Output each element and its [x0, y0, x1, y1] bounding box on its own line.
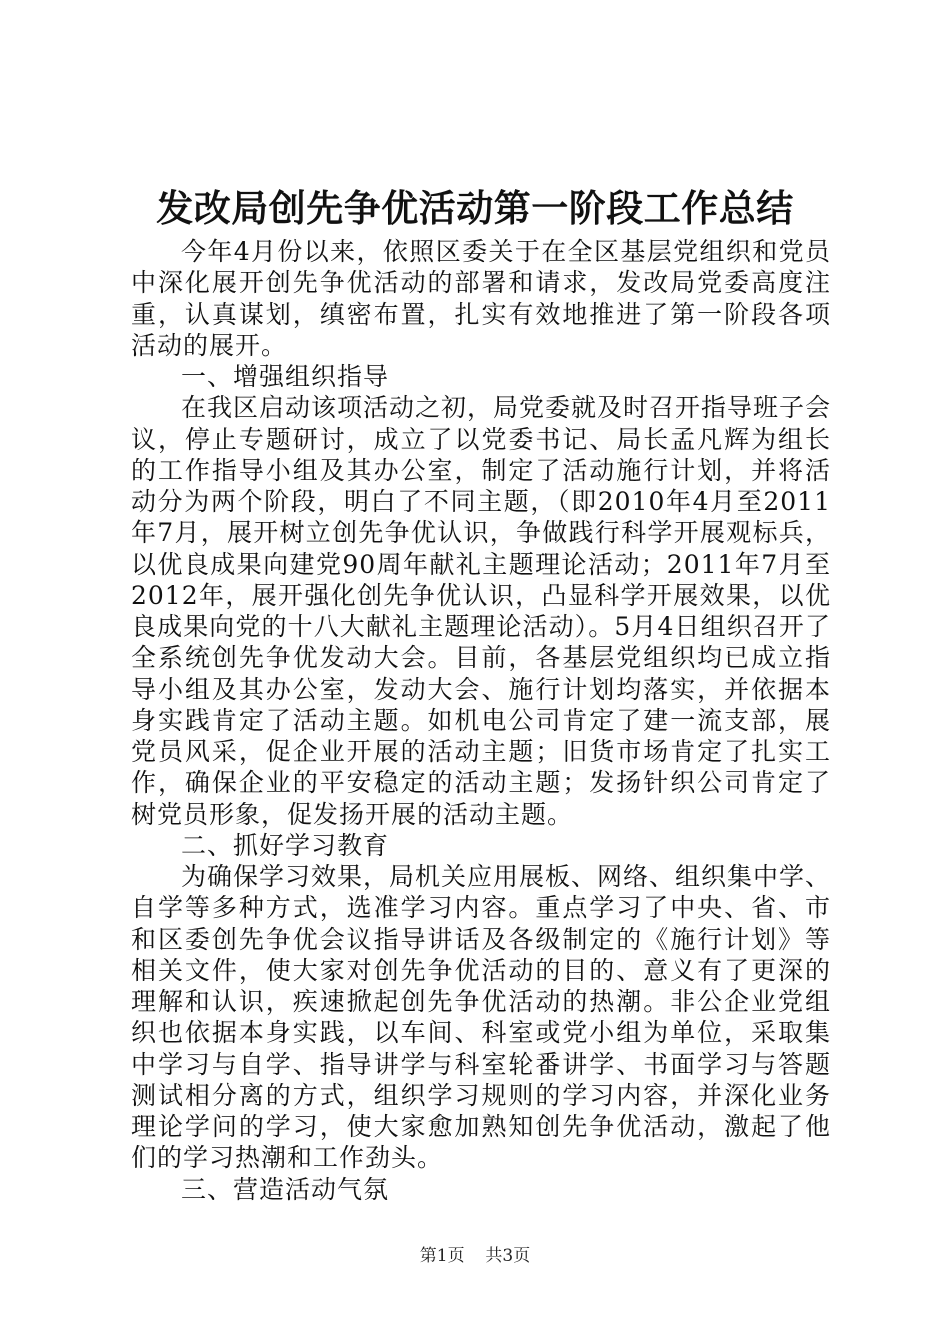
section-1-paragraph: 在我区启动该项活动之初，局党委就及时召开指导班子会议，停止专题研讨，成立了以党委书记、局长孟凡辉为组长的工作指导小组及其办公室，制定了活动施行计划，并将活动分为两个阶段，明白了不同主题，（即2010年4月至2011年7月，展开树立创先争优认识，争做践行科学开展观标兵，以优良成果向建党90周年献礼主题理论活动；2011年7月至2012年，展开强化创先争优认识，凸显科学开展效果，以优良成果向党的十八大献礼主题理论活动）。5月4日组织召开了全系统创先争优发动大会。目前，各基层党组织均已成立指导小组及其办公室，发动大会、施行计划均落实，并依据本身实践肯定了活动主题。如机电公司肯定了建一流支部，展党员风采，促企业开展的活动主题；旧货市场肯定了扎实工作，确保企业的平安稳定的活动主题；发扬针织公司肯定了树党员形象，促发扬开展的活动主题。 [131, 393, 832, 829]
section-heading-2: 二、抓好学习教育 [181, 830, 390, 860]
section-2-paragraph: 为确保学习效果，局机关应用展板、网络、组织集中学、自学等多种方式，选准学习内容。重点学习了中央、省、市和区委创先争优会议指导讲话及各级制定的《施行计划》等相关文件，使大家对创先争优活动的目的、意义有了更深的理解和认识，疾速掀起创先争优活动的热潮。非公企业党组织也依据本身实践，以车间、科室或党小组为单位，采取集中学习与自学、指导讲学与科室轮番讲学、书面学习与答题测试相分离的方式，组织学习规则的学习内容，并深化业务理论学问的学习，使大家愈加熟知创先争优活动，激起了他们的学习热潮和工作劲头。 [131, 862, 832, 1173]
page-number: 第1页 [419, 1246, 465, 1266]
section-heading-3: 三、营造活动气氛 [181, 1174, 390, 1204]
section-heading-1: 一、增强组织指导 [181, 362, 390, 391]
page-total: 共3页 [485, 1246, 531, 1266]
intro-paragraph: 今年4月份以来，依照区委关于在全区基层党组织和党员中深化展开创先争优活动的部署和请求，发改局党委高度注重，认真谋划，缜密布置，扎实有效地推进了第一阶段各项活动的展开。 [131, 237, 831, 360]
document-body [131, 236, 831, 1205]
page-footer [0, 1244, 950, 1268]
document-title: 发改局创先争优活动第一阶段工作总结 [156, 186, 794, 230]
